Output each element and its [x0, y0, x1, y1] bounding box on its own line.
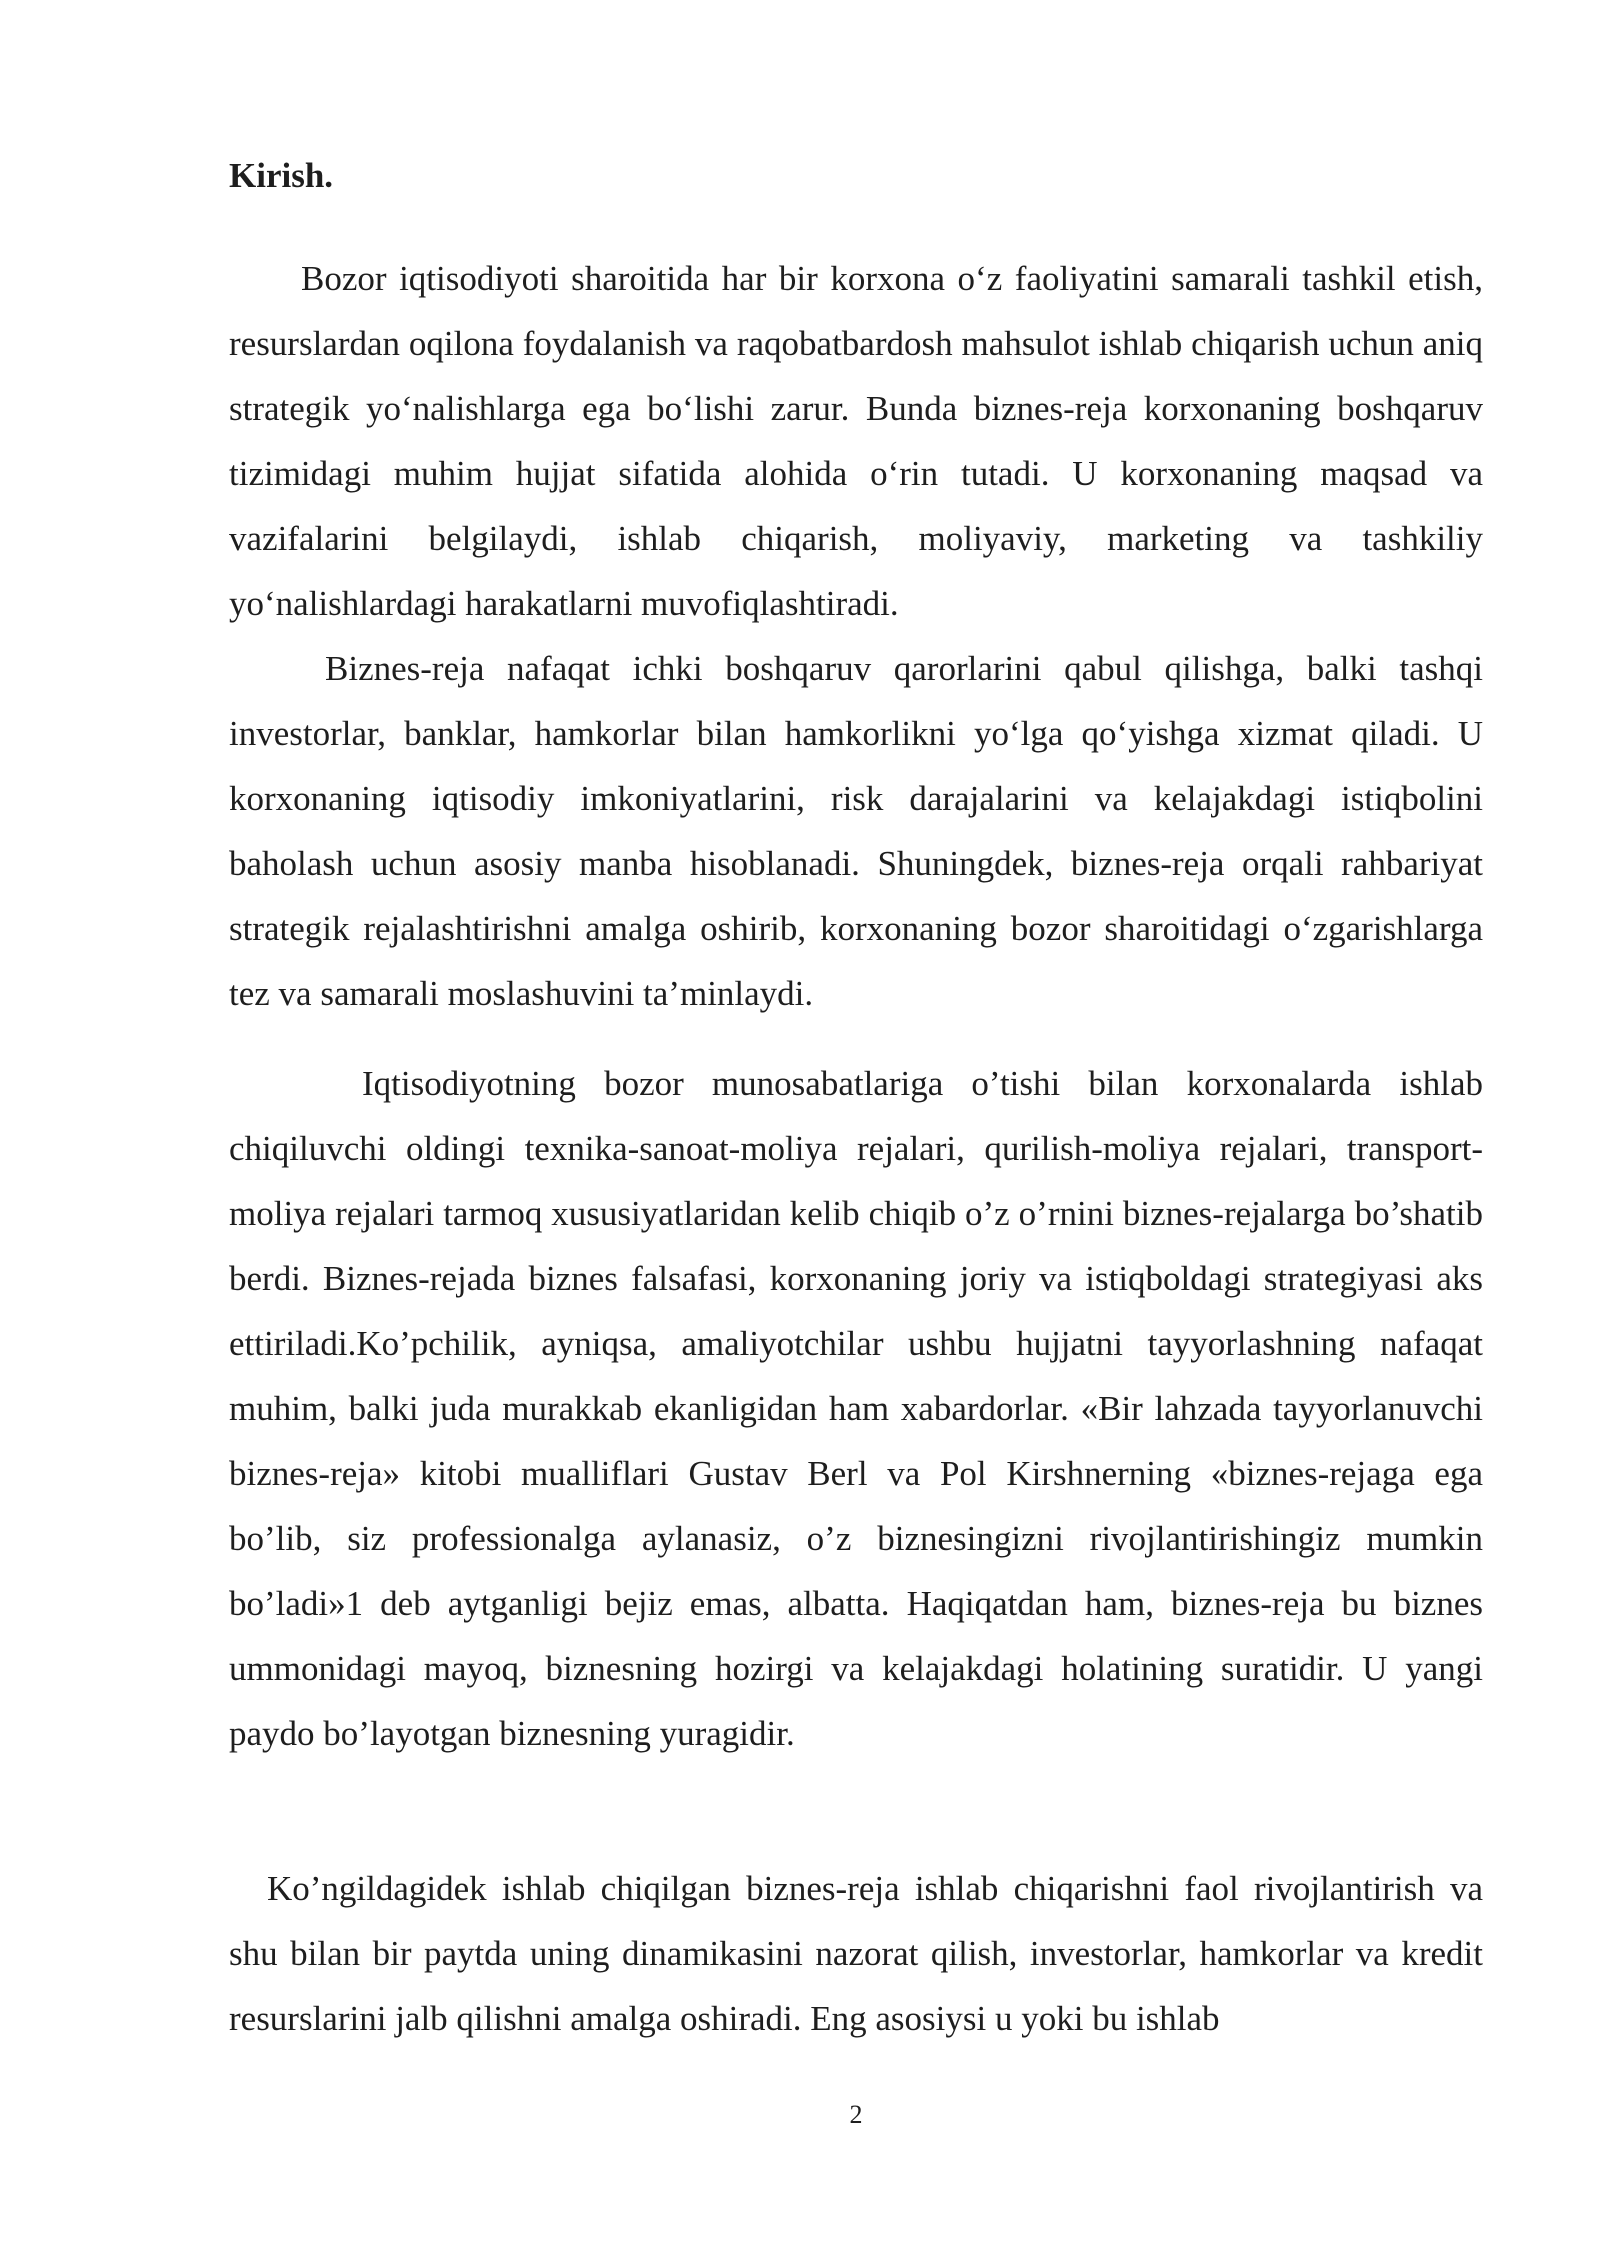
section-heading: Kirish. — [229, 156, 334, 195]
page-number: 2 — [849, 2100, 863, 2129]
paragraph-well-developed-plan: Ko’ngildagidek ishlab chiqilgan biznes-reja ishlab chiqarishni faol rivojlantirish va shu bilan bir paytda uning dinamikasini nazorat qilish, investorlar, hamkorlar va kredit resurslarini jalb qilishni amalga oshiradi. Eng asosiysi u yoki bu ishlab — [229, 1869, 1483, 2038]
document-page — [229, 0, 1483, 2262]
paragraph-intro: Bozor iqtisodiyoti sharoitida har bir korxona o‘z faoliyatini samarali tashkil etish, resurslardan oqilona foydalanish va raqobatbardosh mahsulot ishlab chiqarish uchun aniq strategik yo‘nalishlarga ega bo‘lishi zarur. Bunda biznes-reja korxonaning boshqaruv tizimidagi muhim hujjat sifatida alohida o‘rin tutadi. U korxonaning maqsad va vazifalarini belgilaydi, ishlab chiqarish, moliyaviy, marketing va tashkiliy yo‘nalishlardagi harakatlarni muvofiqlashtiradi. — [229, 259, 1483, 623]
paragraph-business-plan-role: Biznes-reja nafaqat ichki boshqaruv qarorlarini qabul qilishga, balki tashqi investorlar, banklar, hamkorlar bilan hamkorlikni yo‘lga qo‘yishga xizmat qiladi. U korxonaning iqtisodiy imkoniyatlarini, risk darajalarini va kelajakdagi istiqbolini baholash uchun asosiy manba hisoblanadi. Shuningdek, biznes-reja orqali rahbariyat strategik rejalashtirishni amalga oshirib, korxonaning bozor sharoitidagi o‘zgarishlarga tez va samarali moslashuvini ta’minlaydi. — [229, 649, 1483, 1013]
paragraph-market-transition: Iqtisodiyotning bozor munosabatlariga o’tishi bilan korxonalarda ishlab chiqiluvchi oldingi texnika-sanoat-moliya rejalari, qurilish-moliya rejalari, transport-moliya rejalari tarmoq xususiyatlaridan kelib chiqib o’z o’rnini biznes-rejalarga bo’shatib berdi. Biznes-rejada biznes falsafasi, korxonaning joriy va istiqboldagi strategiyasi aks ettiriladi.Ko’pchilik, ayniqsa, amaliyotchilar ushbu hujjatni tayyorlashning nafaqat muhim, balki juda murakkab ekanligidan ham xabardorlar. «Bir lahzada tayyorlanuvchi biznes-reja» kitobi mualliflari Gustav Berl va Pol Kirshnerning «biznes-rejaga ega bo’lib, siz professionalga aylanasiz, o’z biznesingizni rivojlantirishingiz mumkin bo’ladi»1 deb aytganligi bejiz emas, albatta. Haqiqatdan ham, biznes-reja bu biznes ummonidagi mayoq, biznesning hozirgi va kelajakdagi holatining suratidir. U yangi paydo bo’layotgan biznesning yuragidir. — [229, 1064, 1483, 1753]
